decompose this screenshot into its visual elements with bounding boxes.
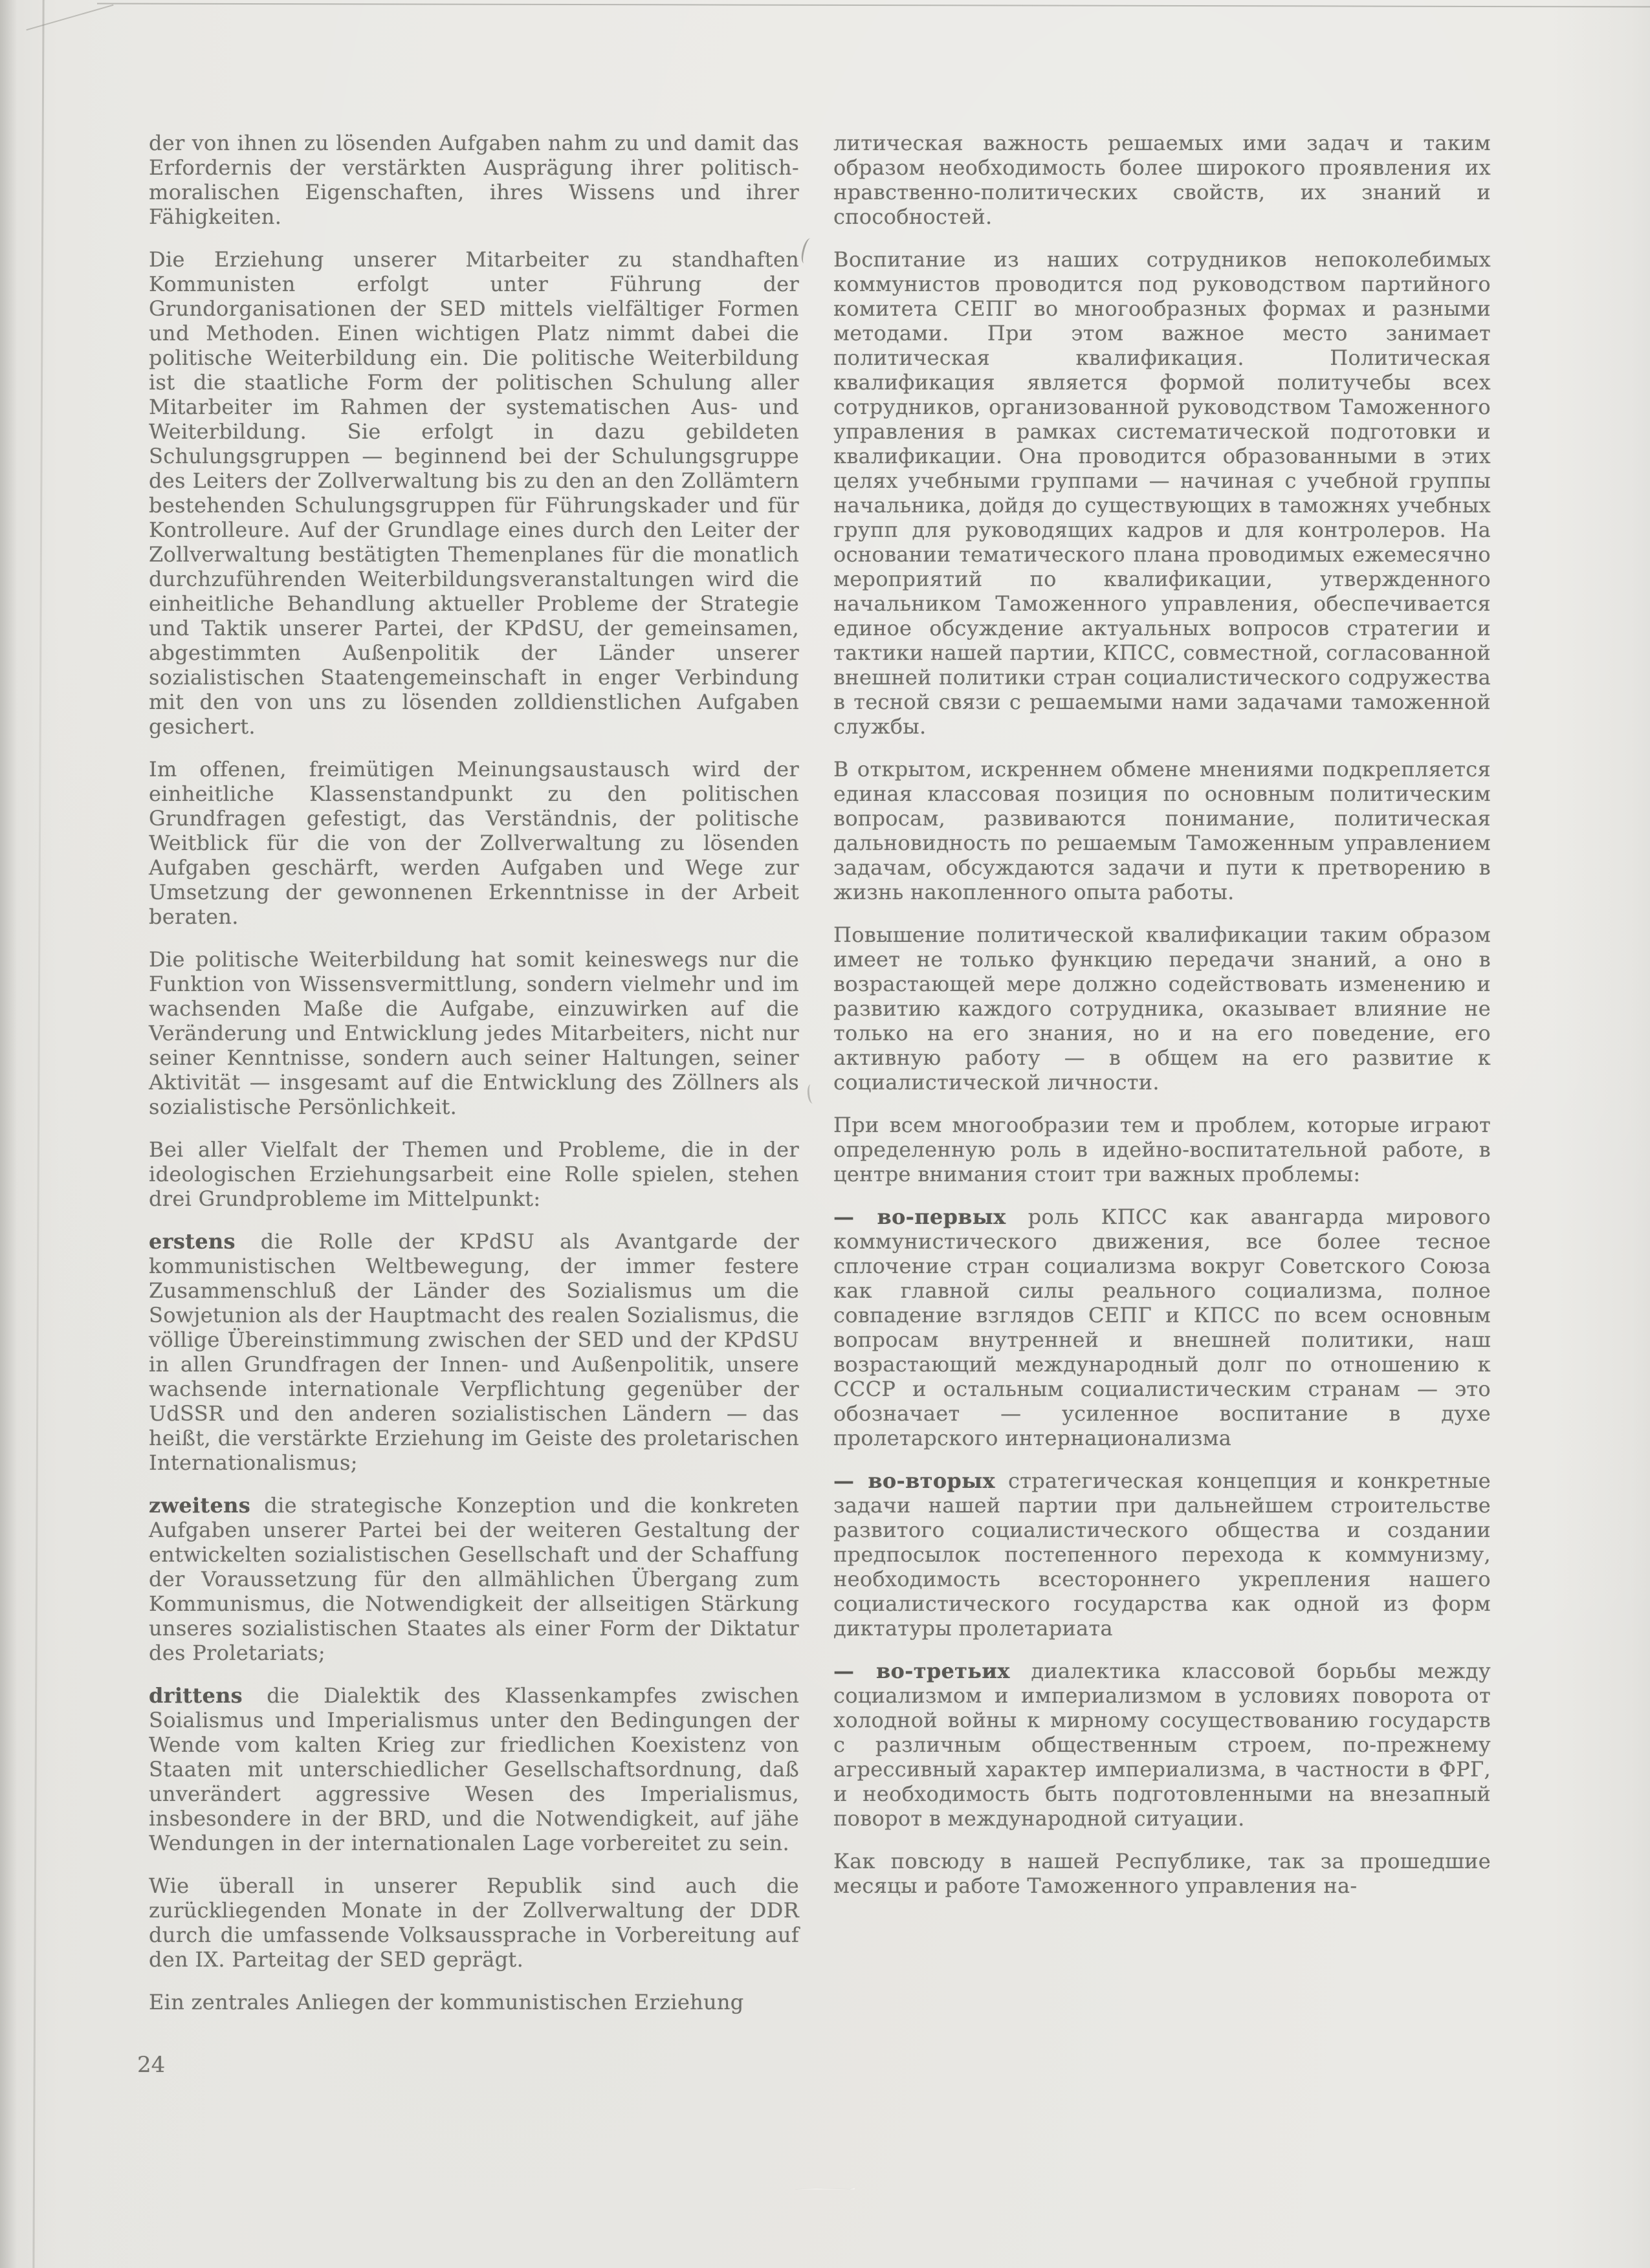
paragraph: В открытом, искреннем обмене мнениями подкрепляется единая классовая позиция по основным политическим вопросам, развиваются понимание, политическая дальновидность по решаемым Таможенным управлением задачам, обсуждаются задачи и пути к претворению в жизнь накопленного опыта работы. <box>833 757 1491 904</box>
smudge-mark <box>799 237 815 265</box>
paragraph: — во-первых роль КПСС как авангарда мирового коммунистического движения, все более тесное сплочение стран социализма вокруг Советского Союза как главной силы реального социализма, полное совпадение взглядов СЕПГ и КПСС по всем основным вопросам внутренней и внешней политики, наш возрастающий международный долг по отношению к СССР и остальным социалистическим странам — это обозначает — усиленное воспитание в духе пролетарского интернационализма <box>833 1205 1491 1450</box>
paragraph: drittens die Dialektik des Klassenkampfes zwischen Soialismus und Imperialismus unter den Bedingungen der Wende vom kalten Krieg zur friedlichen Koexistenz von Staaten mit unterschiedlicher Gesellschaftsordnung, daß unverändert aggressive Wesen des Imperialismus, insbesondere in der BRD, und die Notwendigkeit, auf jähe Wendungen in der internationalen Lage vorbereitet zu sein. <box>149 1683 799 1855</box>
paragraph: литическая важность решаемых ими задач и таким образом необходимость более широкого проявления их нравственно-политических свойств, их знаний и способностей. <box>833 131 1491 229</box>
paragraph: Die politische Weiterbildung hat somit keineswegs nur die Funktion von Wissensvermittlung, sondern vielmehr und im wachsenden Maße die Aufgabe, einzuwirken auf die Veränderung und Entwicklung jedes Mitarbeiters, nicht nur seiner Kenntnisse, sondern auch seiner Haltungen, seiner Aktivität — insgesamt auf die Entwicklung des Zöllners als sozialistische Persönlichkeit. <box>149 947 799 1119</box>
paragraph-lead-bold: drittens <box>149 1683 243 1708</box>
paragraph: Die Erziehung unserer Mitarbeiter zu standhaften Kommunisten erfolgt unter Führung der Grundorganisationen der SED mittels vielfältiger Formen und Methoden. Einen wichtigen Platz nimmt dabei die politische Weiterbildung ein. Die politische Weiterbildung ist die staatliche Form der politischen Schulung aller Mitarbeiter im Rahmen der systematischen Aus- und Weiterbildung. Sie erfolgt in dazu gebildeten Schulungsgruppen — beginnend bei der Schulungsgruppe des Leiters der Zollverwaltung bis zu den an den Zollämtern bestehenden Schulungsgruppen für Führungskader und für Kontrolleure. Auf der Grundlage eines durch den Leiter der Zollverwaltung bestätigten Themenplanes für die monatlich durchzuführenden Weiterbildungsveranstaltungen wird die einheitliche Behandlung aktueller Probleme der Strategie und Taktik unserer Partei, der KPdSU, der gemeinsamen, abgestimmten Außenpolitik der Länder unserer sozialistischen Staatengemeinschaft in enger Verbindung mit den von uns zu lösenden zolldienstlichen Aufgaben gesichert. <box>149 247 799 739</box>
paragraph: При всем многообразии тем и проблем, которые играют определенную роль в идейно-воспитательной работе, в центре внимания стоит три важных проблемы: <box>833 1113 1491 1186</box>
russian-text-column <box>833 131 1491 1916</box>
paragraph-lead-bold: — во-вторых <box>833 1468 995 1493</box>
paragraph: — во-вторых стратегическая концепция и конкретные задачи нашей партии при дальнейшем строительстве развитого социалистического общества и создании предпосылок постепенного перехода к коммунизму, необходимость всестороннего укрепления нашего социалистического государства как одной из форм диктатуры пролетариата <box>833 1468 1491 1641</box>
paragraph: zweitens die strategische Konzeption und die konkreten Aufgaben unserer Partei bei der weiteren Gestaltung der entwickelten sozialistischen Gesellschaft und der Schaffung der Voraussetzung für den allmählichen Übergang zum Kommunismus, die Notwendigkeit der allseitigen Stärkung unseres sozialistischen Staates als einer Form der Diktatur des Proletariats; <box>149 1493 799 1665</box>
paragraph-lead-bold: erstens <box>149 1229 236 1254</box>
german-text-column <box>149 131 799 2033</box>
paragraph: Как повсюду в нашей Республике, так за прошедшие месяцы и работе Таможенного управления на- <box>833 1849 1491 1898</box>
paragraph: erstens die Rolle der KPdSU als Avantgarde der kommunistischen Weltbewegung, der immer festere Zusammenschluß der Länder des Sozialismus um die Sowjetunion als der Hauptmacht des realen Sozialismus, die völlige Übereinstimmung zwischen der SED und der KPdSU in allen Grundfragen der Innen- und Außenpolitik, unsere wachsende internationale Verpflichtung gegenüber der UdSSR und den anderen sozialistischen Ländern — das heißt, die verstärkte Erziehung im Geiste des proletarischen Internationalismus; <box>149 1229 799 1475</box>
paragraph: Ein zentrales Anliegen der kommunistischen Erziehung <box>149 1990 744 2014</box>
paragraph: der von ihnen zu lösenden Aufgaben nahm zu und damit das Erfordernis der verstärkten Ausprägung ihrer politisch-moralischen Eigenschaften, ihres Wissens und ihrer Fähigkeiten. <box>149 131 799 229</box>
page-bottom-edge <box>0 2186 1650 2268</box>
paragraph: — во-третьих диалектика классовой борьбы между социализмом и империализмом в условиях поворота от холодной войны к мирному сосуществованию государств с различным общественным строем, по-прежнему агрессивный характер империализма, в частности в ФРГ, и необходимость быть подготовленными на внезапный поворот в международной ситуации. <box>833 1659 1491 1831</box>
paragraph: Im offenen, freimütigen Meinungsaustausch wird der einheitliche Klassenstandpunkt zu den politischen Grundfragen gefestigt, das Verständnis, der politische Weitblick für die von der Zollverwaltung zu lösenden Aufgaben geschärft, werden Aufgaben und Wege zur Umsetzung der gewonnenen Erkenntnisse in der Arbeit beraten. <box>149 757 799 929</box>
page-number: 24 <box>137 2052 166 2078</box>
paragraph-lead-bold: — во-третьих <box>833 1659 1010 1683</box>
paragraph: Wie überall in unserer Republik sind auch die zurückliegenden Monate in der Zollverwaltung der DDR durch die umfassende Volksaussprache in Vorbereitung auf den IX. Parteitag der SED geprägt. <box>149 1873 799 1972</box>
binding-crease-line <box>32 0 44 2268</box>
paragraph: Bei aller Vielfalt der Themen und Probleme, die in der ideologischen Erziehungsarbeit eine Rolle spielen, stehen drei Grundprobleme im Mittelpunkt: <box>149 1137 799 1211</box>
binding-gutter-shadow <box>0 0 17 2268</box>
paragraph: Повышение политической квалификации таким образом имеет не только функцию передачи знаний, а оно в возрастающей мере должно содействовать изменению и развитию каждого сотрудника, оказывает влияние не только на его знания, но и на его поведение, его активную работу — в общем на его развитие к социалистической личности. <box>833 922 1491 1095</box>
page-top-edge-line <box>97 3 1650 7</box>
page-corner-fold-line <box>26 5 113 31</box>
smudge-mark <box>806 1084 817 1104</box>
paragraph: Воспитание из наших сотрудников непоколебимых коммунистов проводится под руководством партийного комитета СЕПГ во многообразных формах и разными методами. При этом важное место занимает политическая квалификация. Политическая квалификация является формой политучебы всех сотрудников, организованной руководством Таможенного управления в рамках систематической подготовки и квалификации. Она проводится образованными в этих целях учебными группами — начиная с учебной группы начальника, дойдя до существующих в таможнях учебных групп для руководящих кадров и для контролеров. На основании тематического плана проводимых ежемесячно мероприятий по квалификации, утвержденного начальником Таможенного управления, обеспечивается единое обсуждение актуальных вопросов стратегии и тактики нашей партии, КПСС, совместной, согласованной внешней политики стран социалистического содружества в тесной связи с решаемыми нами задачами таможенной службы. <box>833 247 1491 739</box>
paragraph-lead-bold: — во-первых <box>833 1205 1006 1229</box>
paragraph-lead-bold: zweitens <box>149 1493 251 1518</box>
